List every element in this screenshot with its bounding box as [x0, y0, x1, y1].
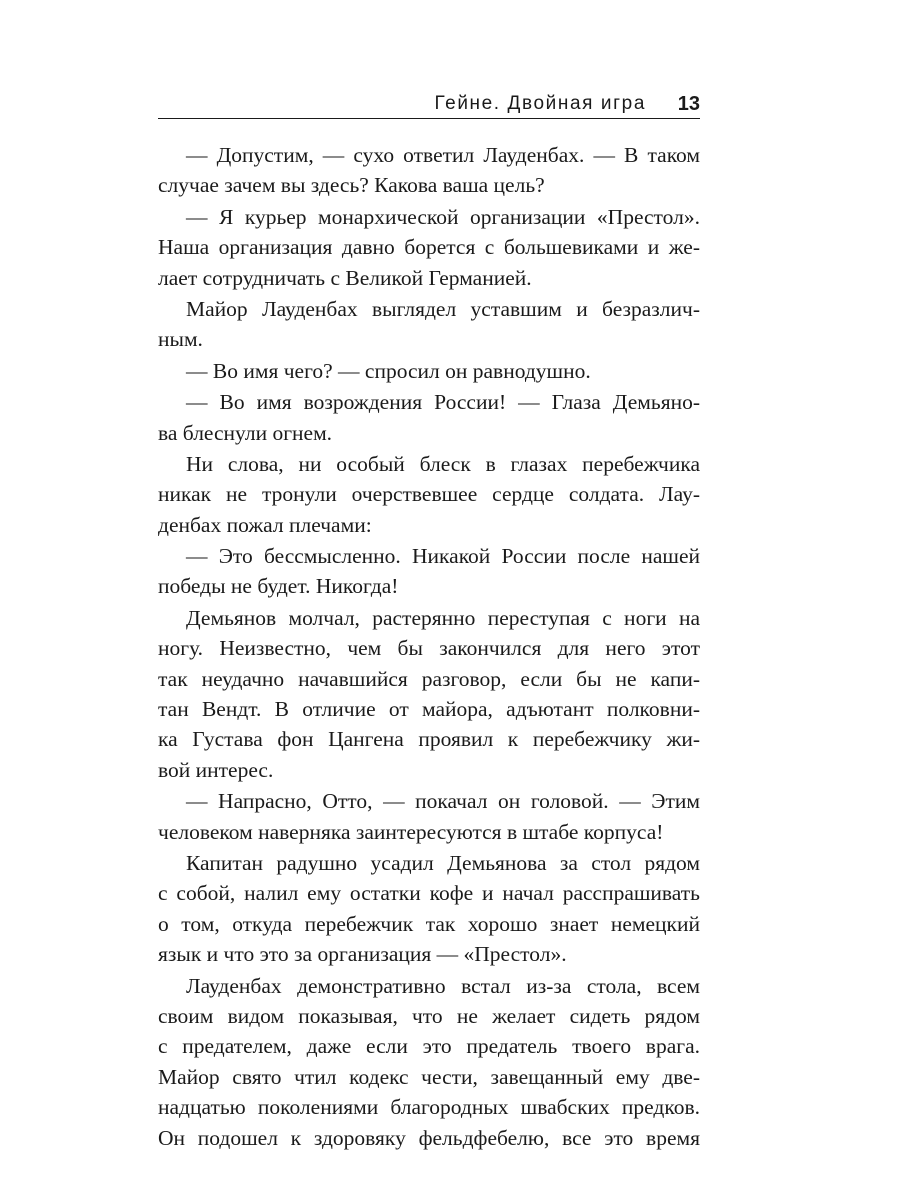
- text-line: — Допустим, — сухо ответил Лауденбах. — В таком: [186, 143, 700, 167]
- text-line: Наша организация давно борется с большевиками и же-: [158, 235, 700, 260]
- paragraph: [158, 786, 700, 847]
- page-number: 13: [677, 93, 700, 115]
- text-line: вой интерес.: [158, 757, 274, 782]
- text-line: с собой, налил ему остатки кофе и начал расспрашивать: [158, 881, 700, 906]
- paragraph: [158, 449, 700, 540]
- text-line: Капитан радушно усадил Демьянова за стол рядом: [186, 850, 700, 875]
- paragraph: [158, 387, 700, 448]
- text-line: Демьянов молчал, растерянно переступая с ноги на: [186, 605, 700, 630]
- text-line: ногу. Неизвестно, чем бы закончился для него этот: [158, 636, 700, 661]
- body-text: [158, 140, 700, 1154]
- text-line: язык и что это за организация — «Престол».: [158, 942, 567, 967]
- text-line: ка Густава фон Цангена проявил к перебежчику жи-: [158, 727, 700, 752]
- text-line: случае зачем вы здесь? Какова ваша цель?: [158, 173, 545, 198]
- running-header: [158, 92, 700, 119]
- paragraph: [158, 294, 700, 355]
- text-line: — Во имя чего? — спросил он равнодушно.: [186, 358, 591, 383]
- text-line: Майор свято чтил кодекс чести, завещанный ему две-: [158, 1064, 700, 1089]
- text-line: человеком наверняка заинтересуются в штабе корпуса!: [158, 819, 664, 844]
- paragraph: [158, 971, 700, 1153]
- text-line: Ни слова, ни особый блеск в глазах перебежчика: [186, 451, 700, 476]
- text-line: Он подошел к здоровяку фельдфебелю, все это время: [158, 1125, 700, 1150]
- text-line: о том, откуда перебежчик так хорошо знает немецкий: [158, 911, 700, 936]
- text-line: ным.: [158, 327, 203, 352]
- text-line: так неудачно начавшийся разговор, если бы не капи-: [158, 666, 700, 691]
- paragraph: [158, 541, 700, 602]
- text-line: — Это бессмысленно. Никакой России после нашей: [186, 544, 700, 569]
- paragraph: [158, 848, 700, 970]
- text-line: ва блеснули огнем.: [158, 420, 333, 445]
- text-line: денбах пожал плечами:: [158, 512, 372, 537]
- text-line: победы не будет. Никогда!: [158, 574, 399, 599]
- running-title: Гейне. Двойная игра: [434, 93, 646, 114]
- text-line: — Я курьер монархической организации «Престол».: [186, 204, 700, 229]
- text-line: лает сотрудничать с Великой Германией.: [158, 265, 532, 290]
- text-line: тан Вендт. В отличие от майора, адъютант полковни-: [158, 697, 700, 722]
- paragraph: [158, 356, 700, 386]
- paragraph: [158, 603, 700, 785]
- text-line: — Во имя возрождения России! — Глаза Демьяно-: [186, 390, 700, 415]
- paragraph: [158, 202, 700, 293]
- text-line: с предателем, даже если это предатель твоего врага.: [158, 1034, 700, 1059]
- text-line: Майор Лауденбах выглядел уставшим и безразлич-: [186, 296, 700, 321]
- text-line: своим видом показывая, что не желает сидеть рядом: [158, 1003, 700, 1028]
- text-line: Лауденбах демонстративно встал из-за стола, всем: [186, 973, 700, 998]
- text-line: — Напрасно, Отто, — покачал он головой. — Этим: [186, 789, 700, 814]
- paragraph: [158, 140, 700, 201]
- text-line: надцатью поколениями благородных швабских предков.: [158, 1095, 700, 1120]
- text-line: никак не тронули очерствевшее сердце солдата. Лау-: [158, 482, 700, 507]
